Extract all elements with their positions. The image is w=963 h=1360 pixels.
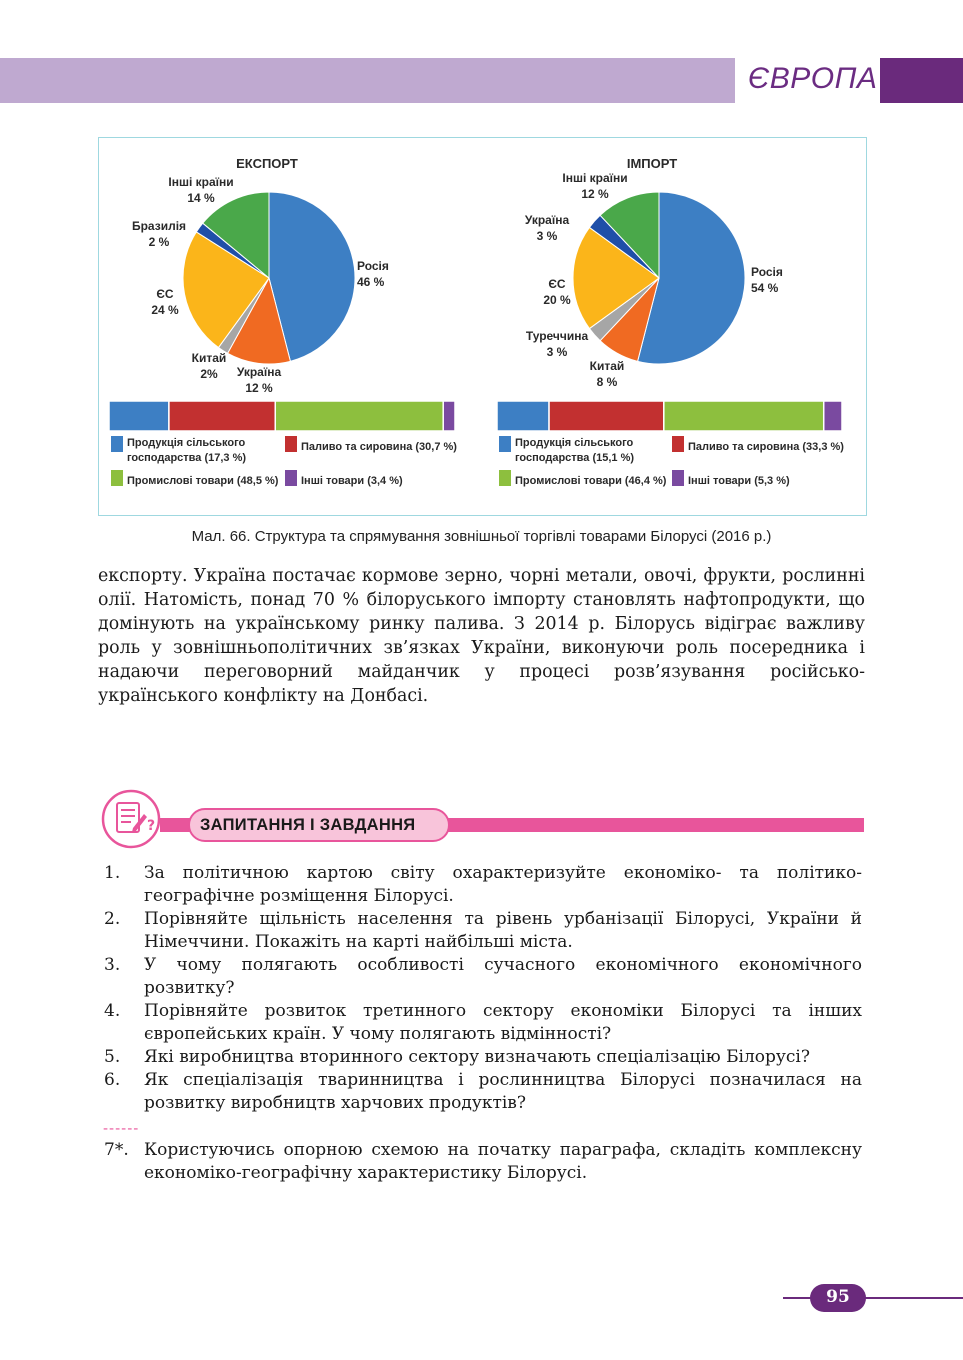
body-paragraph: експорту. Україна постачає кормове зерно, чорні метали, овочі, фрукти, рослинні олії. Натомість, понад 70 % білоруського імпорту становлять нафтопродукти, що домінують на українському ринку палива. З 2014 р. Білорусь відіграє важливу роль у зовнішньополітичних зв’язках України, виконуючи роль посередника і надаючи переговорний майданчик у процесі розв’язування російсько-українського конфлікту на Донбасі. — [98, 566, 865, 706]
separator-dashes: ------ — [103, 1121, 140, 1137]
bar-segment — [109, 401, 169, 431]
bar-segment — [497, 401, 549, 431]
questions-heading: ЗАПИТАННЯ І ЗАВДАННЯ — [200, 816, 416, 834]
slice-label: ЄС — [548, 277, 566, 291]
legend-label: господарства (17,3 %) — [127, 452, 247, 464]
figure-caption: Мал. 66. Структура та спрямування зовнішньої торгівлі товарами Білорусі (2016 р.) — [191, 528, 772, 545]
question-item: 5. Які виробництва вторинного сектору визначають спеціалізацію Білорусі? — [104, 1047, 810, 1067]
slice-value: 3 % — [546, 345, 568, 359]
bar-segment — [824, 401, 842, 431]
legend-label: Продукція сільського — [515, 437, 634, 449]
bar-segment — [275, 401, 443, 431]
slice-value: 3 % — [536, 229, 558, 243]
question-item: 3. У чому полягають особливості сучасного економічного економічного розвитку? — [104, 955, 862, 998]
slice-label: ЄС — [156, 287, 174, 301]
legend-label: Промислові товари (48,5 %) — [127, 475, 279, 487]
legend-swatch — [499, 436, 511, 452]
question-item: 4. Порівняйте розвиток третинного сектору економіки Білорусі та інших європейських країн. У чому полягають відмінності? — [104, 1001, 862, 1044]
bar-segment — [443, 401, 455, 431]
legend-label: Паливо та сировина (30,7 %) — [301, 441, 457, 453]
slice-value: 2 % — [148, 235, 170, 249]
slice-value: 12 % — [245, 381, 273, 395]
question-item: 6. Як спеціалізація тваринництва і рослинництва Білорусі позначилася на розвитку виробництв харчових продуктів? — [104, 1070, 862, 1113]
legend-swatch — [672, 436, 684, 452]
trade-figure — [98, 137, 867, 516]
chart-title: ІМПОРТ — [626, 156, 678, 171]
legend-swatch — [285, 436, 297, 452]
question-item-extra: 7*. Користуючись опорною схемою на початку параграфа, складіть комплексну економіко-географічну характеристику Білорусі. — [104, 1140, 862, 1183]
slice-label: Бразилія — [131, 219, 187, 233]
bar-segment — [169, 401, 275, 431]
trade-charts — [99, 138, 866, 515]
legend-swatch — [111, 436, 123, 452]
legend-label: Продукція сільського — [127, 437, 246, 449]
header-band — [0, 58, 735, 103]
legend-label: Паливо та сировина (33,3 %) — [688, 441, 844, 453]
legend-swatch — [285, 470, 297, 486]
slice-value: 12 % — [581, 187, 609, 201]
slice-value: 20 % — [543, 293, 571, 307]
bar-segment — [664, 401, 824, 431]
slice-value: 46 % — [357, 275, 385, 289]
slice-label: Туреччина — [525, 329, 589, 343]
notepad-question-icon — [100, 788, 162, 850]
slice-value: 8 % — [596, 375, 618, 389]
slice-label: Китай — [589, 359, 625, 373]
bar-segment — [549, 401, 664, 431]
header-tab — [880, 58, 963, 103]
legend-label: господарства (15,1 %) — [515, 452, 635, 464]
legend-label: Промислові товари (46,4 %) — [515, 475, 667, 487]
questions-list — [100, 862, 862, 1115]
slice-value: 24 % — [151, 303, 179, 317]
slice-label: Росія — [751, 265, 783, 279]
svg-text:?: ? — [147, 818, 156, 834]
slice-label: Україна — [524, 213, 570, 227]
legend-swatch — [111, 470, 123, 486]
question-item: 1. За політичною картою світу охарактеризуйте економіко- та політико-географічне розміщення Білорусі. — [104, 863, 862, 906]
slice-label: Інші країни — [168, 175, 234, 189]
chart-title: ЕКСПОРТ — [236, 156, 298, 171]
legend-swatch — [672, 470, 684, 486]
section-title: ЄВРОПА — [748, 62, 878, 95]
slice-value: 2% — [200, 367, 218, 381]
slice-label: Інші країни — [562, 171, 628, 185]
slice-value: 54 % — [751, 281, 779, 295]
legend-label: Інші товари (5,3 %) — [688, 475, 790, 487]
slice-label: Китай — [191, 351, 227, 365]
legend-label: Інші товари (3,4 %) — [301, 475, 403, 487]
slice-label: Україна — [236, 365, 282, 379]
slice-label: Росія — [357, 259, 389, 273]
page-number: 95 — [826, 1287, 850, 1307]
slice-value: 14 % — [187, 191, 215, 205]
legend-swatch — [499, 470, 511, 486]
question-item: 2. Порівняйте щільність населення та рівень урбанізації Білорусі, України й Німеччини. Покажіть на карті найбільші міста. — [104, 909, 862, 952]
